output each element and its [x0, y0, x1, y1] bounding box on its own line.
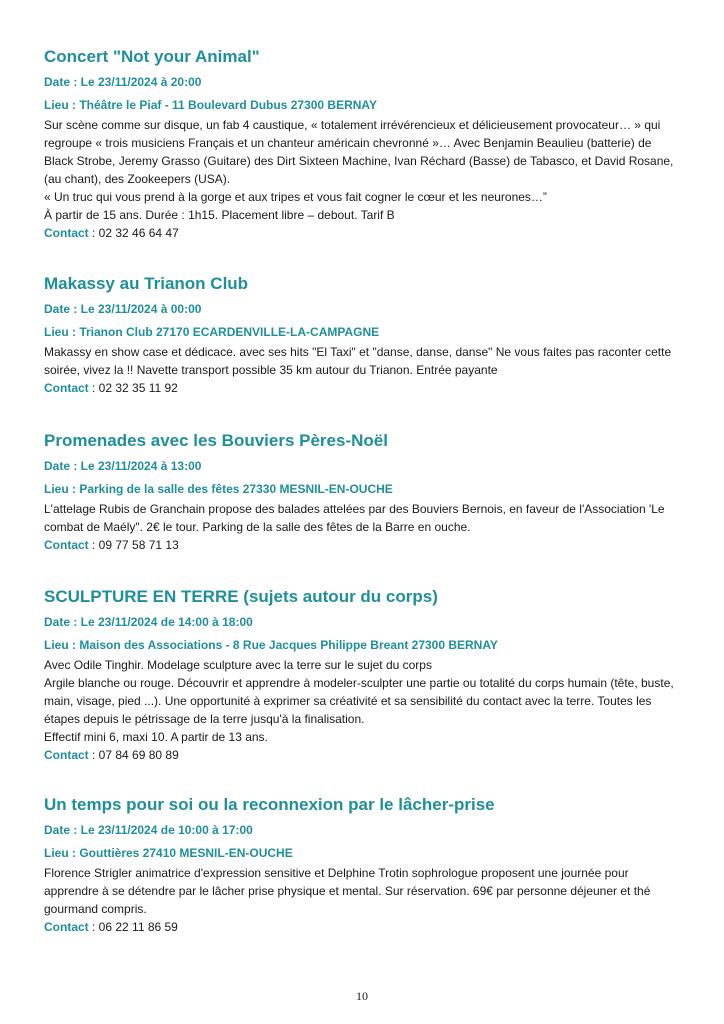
event-title: Makassy au Trianon Club [44, 274, 249, 293]
event-description [44, 343, 684, 379]
event-contact [44, 379, 684, 397]
event-date: Date : Le 23/11/2024 de 14:00 à 18:00 [44, 615, 253, 629]
event-description [44, 864, 684, 918]
contact-phone: : 07 84 69 80 89 [88, 748, 179, 762]
contact-phone: : 02 32 46 64 47 [88, 226, 179, 240]
event-contact [44, 746, 684, 764]
event-description [44, 500, 684, 536]
event-location: Lieu : Maison des Associations - 8 Rue Jacques Philippe Breant 27300 BERNAY [44, 638, 498, 652]
event-contact [44, 918, 684, 936]
event-title: Un temps pour soi ou la reconnexion par le lâcher-prise [44, 795, 495, 814]
event-makassy-trianon-club [44, 273, 684, 397]
page-number: 10 [356, 989, 368, 1003]
event-location: Lieu : Parking de la salle des fêtes 27330 MESNIL-EN-OUCHE [44, 482, 393, 496]
event-description [44, 116, 684, 224]
description-line: « Un truc qui vous prend à la gorge et aux tripes et vous fait cogner le cœur et les neurones…” [44, 190, 547, 204]
event-contact [44, 224, 684, 242]
description-line: Avec Odile Tinghir. Modelage sculpture avec la terre sur le sujet du corps [44, 658, 432, 672]
description-line: Argile blanche ou rouge. Découvrir et apprendre à modeler-sculpter une partie ou totalité du corps humain (tête, buste, main, visage, pied ...). Une opportunité à exprimer sa créativité et sa sensibilité du contact avec la terre. Toutes les étapes depuis le pétrissage de la terre jusqu'à la finalisation. [44, 676, 674, 726]
contact-label: Contact [44, 226, 89, 240]
event-contact [44, 536, 684, 554]
contact-phone: : 09 77 58 71 13 [88, 538, 179, 552]
event-title: Concert "Not your Animal" [44, 47, 260, 66]
event-temps-pour-soi [44, 794, 684, 936]
event-description [44, 656, 684, 746]
description-line: À partir de 15 ans. Durée : 1h15. Placement libre – debout. Tarif B [44, 208, 395, 222]
contact-label: Contact [44, 920, 89, 934]
contact-label: Contact [44, 381, 89, 395]
event-date: Date : Le 23/11/2024 à 20:00 [44, 75, 202, 89]
description-line: Makassy en show case et dédicace. avec ses hits "El Taxi" et "danse, danse, danse" Ne vous faites pas raconter cette soirée, vivez la !! Navette transport possible 35 km autour du Trianon. Entrée payante [44, 345, 672, 377]
description-line: Florence Strigler animatrice d'expression sensitive et Delphine Trotin sophrologue proposent une journée pour apprendre à se détendre par le lâcher prise physique et mental. Sur réservation. 69€ par personne déjeuner et thé gourmand compris. [44, 866, 651, 916]
event-date: Date : Le 23/11/2024 à 00:00 [44, 302, 202, 316]
event-title: SCULPTURE EN TERRE (sujets autour du corps) [44, 587, 438, 606]
contact-label: Contact [44, 748, 89, 762]
contact-phone: : 02 32 35 11 92 [88, 381, 178, 395]
description-line: Sur scène comme sur disque, un fab 4 caustique, « totalement irrévérencieux et délicieusement provocateur… » qui regroupe « trois musiciens Français et un chanteur américain chevronné »… Avec Benjamin Beaulieu (batterie) de Black Strobe, Jeremy Grasso (Guitare) des Dirt Sixteen Machine, Ivan Réchard (Basse) de Tabasco, et David Rosane, (au chant), des Zookeepers (USA). [44, 118, 674, 186]
event-promenades-bouviers [44, 430, 684, 554]
contact-phone: : 06 22 11 86 59 [88, 920, 178, 934]
event-title: Promenades avec les Bouviers Pères-Noël [44, 431, 388, 450]
event-date: Date : Le 23/11/2024 de 10:00 à 17:00 [44, 823, 253, 837]
event-date: Date : Le 23/11/2024 à 13:00 [44, 459, 202, 473]
event-location: Lieu : Gouttières 27410 MESNIL-EN-OUCHE [44, 846, 293, 860]
event-concert-not-your-animal [44, 46, 684, 242]
event-location: Lieu : Trianon Club 27170 ECARDENVILLE-LA-CAMPAGNE [44, 325, 380, 339]
description-line: Effectif mini 6, maxi 10. A partir de 13 ans. [44, 730, 268, 744]
description-line: L'attelage Rubis de Granchain propose des balades attelées par des Bouviers Bernois, en faveur de l'Association 'Le combat de Maély". 2€ le tour. Parking de la salle des fêtes de la Barre en ouche. [44, 502, 665, 534]
contact-label: Contact [44, 538, 89, 552]
event-sculpture-en-terre [44, 586, 684, 764]
event-location: Lieu : Théâtre le Piaf - 11 Boulevard Dubus 27300 BERNAY [44, 98, 377, 112]
